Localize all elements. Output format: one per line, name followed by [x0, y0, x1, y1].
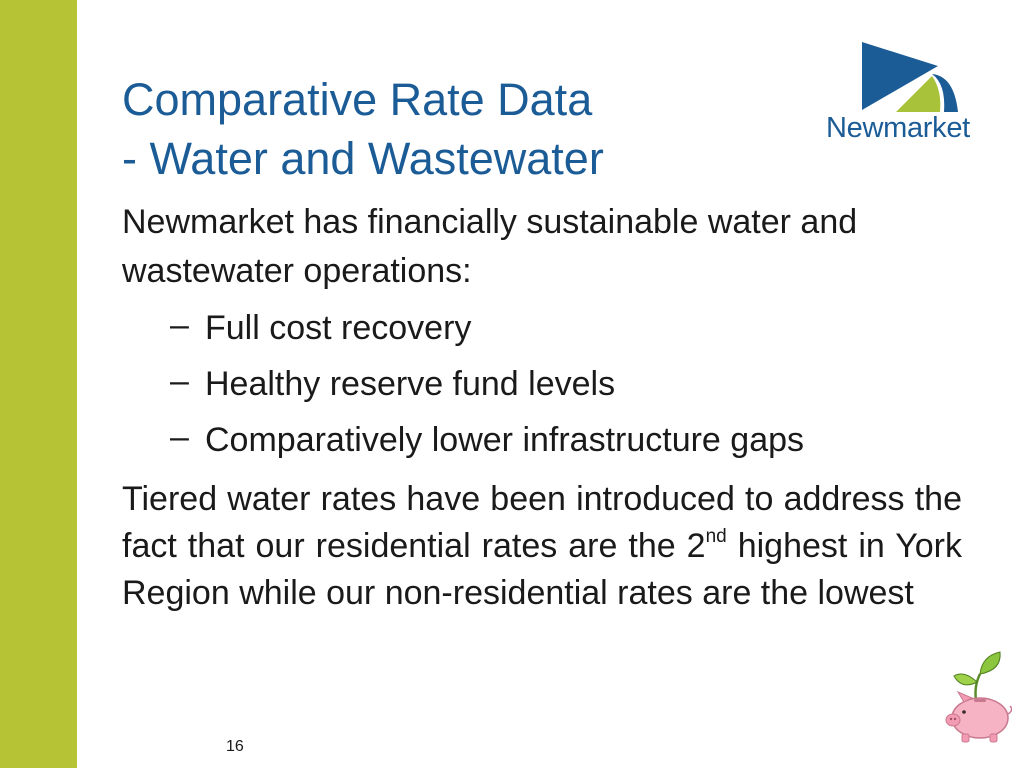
list-item	[122, 300, 962, 356]
bullet-dash: –	[170, 418, 189, 456]
para-text-1: Tiered water rates have been introduced to address the fact that our residential rates are the 2	[122, 480, 962, 565]
bullet-text: Full cost recovery	[205, 309, 472, 347]
side-accent-bar	[0, 0, 77, 768]
logo-wordmark: Newmarket	[826, 112, 970, 144]
piggy-bank-sprout-icon	[940, 650, 1012, 746]
intro-text: Newmarket has financially sustainable water and wastewater operations:	[122, 203, 858, 290]
page-number: 16	[226, 738, 244, 755]
para-text-2: highest in York Region while our non-residential rates are the lowest	[122, 527, 962, 612]
bullet-dash: –	[170, 362, 189, 400]
title-line-2: - Water and Wastewater	[122, 133, 604, 184]
tiered-rates-paragraph	[122, 476, 962, 617]
ordinal-suffix: nd	[705, 526, 727, 547]
list-item	[122, 412, 962, 468]
title-line-1: Comparative Rate Data	[122, 74, 593, 125]
slide-body	[122, 198, 962, 617]
bullet-dash: –	[170, 306, 189, 344]
list-item	[122, 356, 962, 412]
bullet-text: Comparatively lower infrastructure gaps	[205, 421, 805, 459]
slide-title	[122, 70, 762, 188]
bullet-text: Healthy reserve fund levels	[205, 365, 616, 403]
bullet-list	[122, 300, 962, 468]
